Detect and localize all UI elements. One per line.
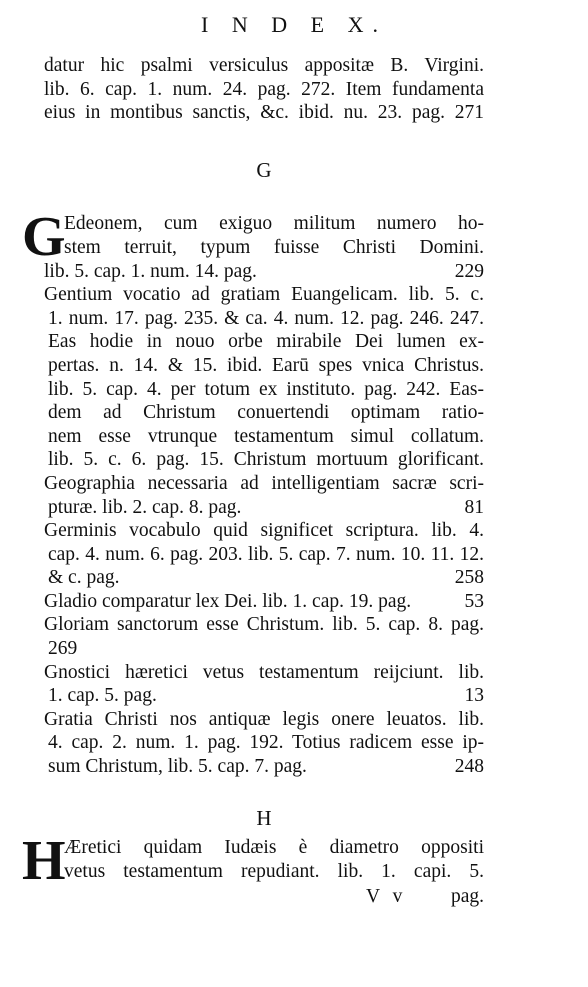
index-line: Germinis vocabulo quid significet scriptura. lib. 4. [44,520,484,542]
index-line [44,755,484,779]
index-line: eius in montibus sanctis, &c. ibid. nu. 23. pag. 271 [44,102,484,124]
bleed-through-gap [44,188,484,212]
index-line: vetus testamentum repudiant. lib. 1. capi. 5. [64,860,484,882]
page-ref: 81 [464,496,484,518]
index-line [44,260,484,284]
bleed-through-gap [44,125,484,155]
page-ref: 53 [464,590,484,612]
index-line: Geographia necessaria ad intelligentiam sacræ scri- [44,472,484,494]
section-heading-h: H [256,805,272,830]
dropcap-g: G [22,206,66,269]
section-gap [44,779,484,803]
section-heading-g: G [256,157,272,182]
index-line: datur hic psalmi versiculus appositæ B. Virgini. [44,55,484,76]
index-line: nem esse vtrunque testamentum simul collatum. [48,425,484,447]
index-line-text: lib. 5. cap. 1. num. 14. pag. [44,260,257,282]
index-line: lib. 5. c. 6. pag. 15. Christum mortuum glorificant. [48,449,484,471]
index-line-text: sum Christum, lib. 5. cap. 7. pag. [48,756,307,778]
entry-gedeonem [22,206,484,269]
index-line: 1. num. 17. pag. 235. & ca. 4. num. 12. pag. 246. 247. [48,307,484,329]
index-line: Gloriam sanctorum esse Christum. lib. 5. cap. 8. pag. [44,614,484,636]
index-line-text: Gladio comparatur lex Dei. lib. 1. cap. 19. pag. [44,590,412,612]
index-line: 269 [48,638,78,660]
index-content [22,54,484,893]
index-line: cap. 4. num. 6. pag. 203. lib. 5. cap. 7. num. 10. 11. 12. [48,543,484,565]
index-line: Gratia Christi nos antiquæ legis onere leuatos. lib. [44,708,484,730]
index-line: stem terruit, typum fuisse Christi Domini. [64,236,484,258]
index-line: Gentium vocatio ad gratiam Euangelicam. lib. 5. c. [44,284,484,306]
page-ref: 248 [454,756,484,778]
entry-haeretici [22,830,484,893]
signature-mark: V v [366,886,407,907]
page-ref: 13 [464,685,484,707]
index-line [44,590,484,614]
catchword: pag. [450,886,484,907]
index-line: 4. cap. 2. num. 1. pag. 192. Totius radicem esse ip- [48,732,484,754]
index-line: lib. 6. cap. 1. num. 24. pag. 272. Item fundamenta [44,78,484,100]
page-header: I N D E X. [201,12,387,37]
index-line: Eas hodie in nouo orbe mirabile Dei lumen ex- [48,331,484,353]
index-line: Æretici quidam Iudæis è diametro oppositi [64,837,484,859]
page-ref: 258 [454,567,484,589]
index-line [44,496,484,520]
index-line-text: pturæ. lib. 2. cap. 8. pag. [48,496,242,518]
index-line [44,566,484,590]
page-ref: 229 [454,260,484,282]
index-line: lib. 5. cap. 4. per totum ex instituto. pag. 242. Eas- [48,378,484,400]
index-line-text: & c. pag. [48,567,120,589]
index-line: Gnostici hæretici vetus testamentum reijciunt. lib. [44,661,484,683]
index-line: Edeonem, cum exiguo militum numero ho- [64,213,484,235]
index-line [44,684,484,708]
index-line: dem ad Christum conuertendi optimam ratio- [48,402,484,424]
dropcap-h: H [22,830,66,893]
index-line: pertas. n. 14. & 15. ibid. Earū spes vnica Christus. [48,354,484,376]
index-line-text: 1. cap. 5. pag. [48,685,157,707]
